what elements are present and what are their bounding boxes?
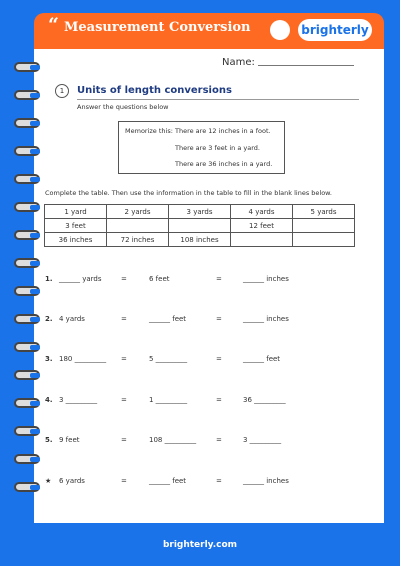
- ring-icon: [14, 482, 40, 492]
- answer-blank[interactable]: 36 _________: [243, 396, 286, 404]
- table-cell: 2 yards: [107, 205, 169, 219]
- conversion-table: [44, 204, 355, 247]
- question-number: 4.: [45, 396, 53, 404]
- memorize-fact: There are 3 feet in a yard.: [175, 144, 260, 152]
- answer-blank[interactable]: 108 _________: [149, 436, 197, 444]
- ring-icon: [14, 258, 40, 268]
- answer-blank[interactable]: ______ feet: [149, 477, 187, 485]
- equals-sign: =: [216, 396, 222, 404]
- answer-blank[interactable]: ______ inches: [243, 477, 289, 485]
- ring-icon: [14, 202, 40, 212]
- table-cell: 72 inches: [107, 233, 169, 247]
- answer-blank[interactable]: ______ inches: [243, 275, 289, 283]
- table-instruction: Complete the table. Then use the information in the table to fill in the blank lines below.: [45, 189, 332, 197]
- table-cell-blank[interactable]: [293, 233, 355, 247]
- ring-icon: [14, 398, 40, 408]
- table-cell: 1 yard: [45, 205, 107, 219]
- equals-sign: =: [216, 436, 222, 444]
- equals-sign: =: [216, 275, 222, 283]
- table-cell: 3 yards: [169, 205, 231, 219]
- brighterly-logo: brighterly: [298, 19, 372, 41]
- table-cell-blank[interactable]: [169, 219, 231, 233]
- answer-blank[interactable]: ______ yards: [59, 275, 102, 283]
- equals-sign: =: [121, 315, 127, 323]
- divider: [77, 99, 359, 100]
- table-cell-blank[interactable]: [293, 219, 355, 233]
- table-cell: 12 feet: [231, 219, 293, 233]
- ring-icon: [14, 174, 40, 184]
- footer-url[interactable]: brighterly.com: [162, 540, 238, 550]
- answer-blank[interactable]: 1 _________: [149, 396, 188, 404]
- table-cell-blank[interactable]: [107, 219, 169, 233]
- question-number: 1.: [45, 275, 53, 283]
- memorize-fact: There are 36 inches in a yard.: [175, 160, 273, 168]
- ring-icon: [14, 90, 40, 100]
- memorize-fact: There are 12 inches in a foot.: [175, 127, 271, 135]
- table-row: [45, 219, 355, 233]
- answer-blank[interactable]: ______ inches: [243, 315, 289, 323]
- answer-blank[interactable]: 6 yards: [59, 477, 85, 485]
- answer-blank[interactable]: 4 yards: [59, 315, 85, 323]
- table-cell: 36 inches: [45, 233, 107, 247]
- star-icon: ★: [45, 477, 52, 485]
- name-label: Name:: [222, 57, 255, 68]
- equals-sign: =: [121, 477, 127, 485]
- answer-blank[interactable]: 3 _________: [243, 436, 282, 444]
- equals-sign: =: [121, 396, 127, 404]
- table-row: [45, 233, 355, 247]
- answer-blank[interactable]: ______ feet: [243, 355, 281, 363]
- answer-blank[interactable]: 3 _________: [59, 396, 98, 404]
- question-number: 2.: [45, 315, 53, 323]
- table-cell: 3 feet: [45, 219, 107, 233]
- equals-sign: =: [216, 355, 222, 363]
- section-instruction: Answer the questions below: [77, 103, 169, 111]
- worksheet-title: Measurement Conversion: [64, 20, 251, 35]
- ring-icon: [14, 118, 40, 128]
- name-field[interactable]: [258, 65, 354, 66]
- answer-blank[interactable]: 6 feet: [149, 275, 170, 283]
- equals-sign: =: [121, 355, 127, 363]
- table-cell-blank[interactable]: [231, 233, 293, 247]
- equals-sign: =: [121, 436, 127, 444]
- answer-blank[interactable]: 5 _________: [149, 355, 188, 363]
- section-number: 1: [55, 84, 69, 98]
- section-title: Units of length conversions: [77, 85, 232, 96]
- memorize-label: Memorize this:: [125, 127, 173, 135]
- question-number: 5.: [45, 436, 53, 444]
- quote-icon: “: [48, 14, 59, 36]
- ring-icon: [14, 426, 40, 436]
- answer-blank[interactable]: ______ feet: [149, 315, 187, 323]
- equals-sign: =: [216, 315, 222, 323]
- equals-sign: =: [216, 477, 222, 485]
- table-cell: 4 yards: [231, 205, 293, 219]
- ring-icon: [14, 454, 40, 464]
- answer-blank[interactable]: 9 feet: [59, 436, 80, 444]
- header-dot: [270, 20, 290, 40]
- equals-sign: =: [121, 275, 127, 283]
- ring-icon: [14, 342, 40, 352]
- ring-icon: [14, 230, 40, 240]
- question-number: 3.: [45, 355, 53, 363]
- table-row: [45, 205, 355, 219]
- memorize-box: [118, 121, 285, 174]
- table-cell: 5 yards: [293, 205, 355, 219]
- ring-icon: [14, 62, 40, 72]
- table-cell: 108 inches: [169, 233, 231, 247]
- ring-icon: [14, 146, 40, 156]
- ring-icon: [14, 314, 40, 324]
- ring-icon: [14, 370, 40, 380]
- answer-blank[interactable]: 180 _________: [59, 355, 107, 363]
- ring-icon: [14, 286, 40, 296]
